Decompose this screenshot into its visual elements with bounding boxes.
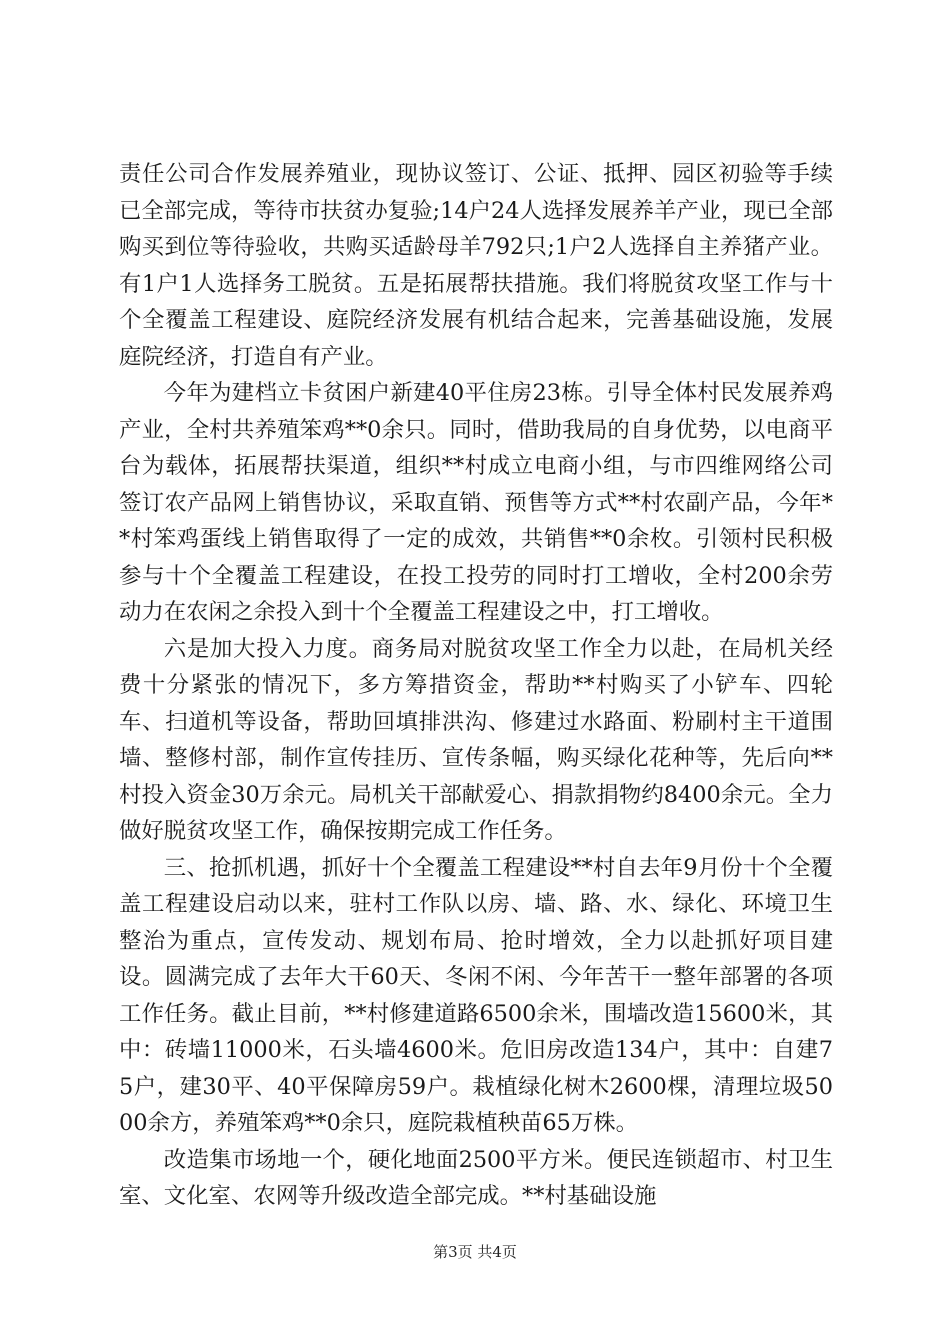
paragraph-investment: 六是加大投入力度。商务局对脱贫攻坚工作全力以赴，在局机关经费十分紧张的情况下，多方筹措资金，帮助**村购买了小铲车、四轮车、扫道机等设备，帮助回填排洪沟、修建过水路面、粉刷村主干道围墙、整修村部，制作宣传挂历、宣传条幅，购买绿化花种等，先后向**村投入资金30万余元。局机关干部献爱心、捐款捐物约8400余元。全力做好脱贫攻坚工作，确保按期完成工作任务。 bbox=[119, 635, 833, 844]
paragraph-continuation: 责任公司合作发展养殖业，现协议签订、公证、抵押、园区初验等手续已全部完成，等待市扶贫办复验;14户24人选择发展养羊产业，现已全部购买到位等待验收，共购买适龄母羊792只;1户2人选择自主养猪产业。有1户1人选择务工脱贫。五是拓展帮扶措施。我们将脱贫攻坚工作与十个全覆盖工程建设、庭院经济发展有机结合起来，完善基础设施，发展庭院经济，打造自有产业。 bbox=[119, 161, 833, 370]
paragraph-housing-and-ecommerce: 今年为建档立卡贫困户新建40平住房23栋。引导全体村民发展养鸡产业，全村共养殖笨鸡**0余只。同时，借助我局的自身优势，以电商平台为载体，拓展帮扶渠道，组织**村成立电商小组，与市四维网络公司签订农产品网上销售协议，采取直销、预售等方式**村农副产品，今年**村笨鸡蛋线上销售取得了一定的成效，共销售**0余枚。引领村民积极参与十个全覆盖工程建设，在投工投劳的同时打工增收，全村200余劳动力在农闲之余投入到十个全覆盖工程建设之中，打工增收。 bbox=[119, 380, 833, 625]
document-body bbox=[119, 156, 833, 1215]
paragraph-market-renovation: 改造集市场地一个，硬化地面2500平方米。便民连锁超市、村卫生室、文化室、农网等升级改造全部完成。**村基础设施 bbox=[119, 1146, 833, 1209]
page-footer: 第3页 共4页 bbox=[433, 1243, 517, 1261]
paragraph-full-coverage-project: 三、抢抓机遇，抓好十个全覆盖工程建设**村自去年9月份十个全覆盖工程建设启动以来，驻村工作队以房、墙、路、水、绿化、环境卫生整治为重点，宣传发动、规划布局、抢时增效，全力以赴抓好项目建设。圆满完成了去年大干60天、冬闲不闲、今年苦干一整年部署的各项工作任务。截止目前，**村修建道路6500余米，围墙改造15600米，其中：砖墙11000米，石头墙4600米。危旧房改造134户，其中：自建75户，建30平、40平保障房59户。栽植绿化树木2600棵，清理垃圾5000余方，养殖笨鸡**0余只，庭院栽植秧苗65万株。 bbox=[119, 854, 833, 1136]
